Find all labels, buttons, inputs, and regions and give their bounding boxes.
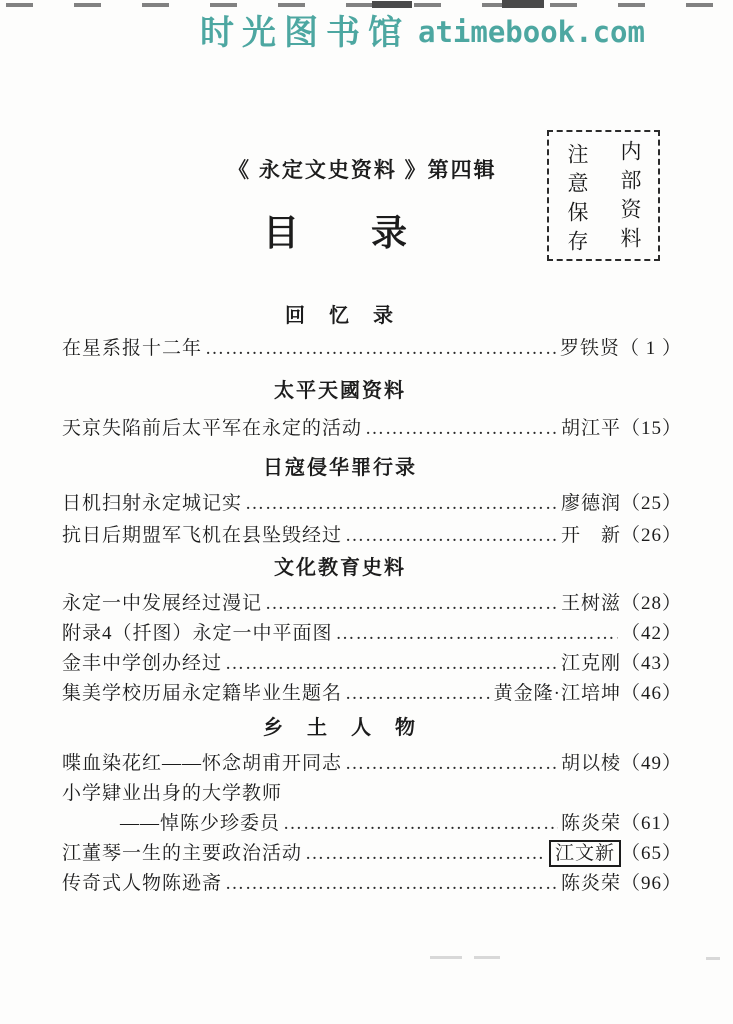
entry-page-number: （96） bbox=[620, 873, 682, 894]
leader-dots bbox=[345, 679, 491, 709]
entry-title: 金丰中学创办经过 bbox=[62, 653, 223, 674]
entry-title: 喋血染花红——怀念胡甫开同志 bbox=[62, 753, 343, 774]
entry-title: 永定一中发展经过漫记 bbox=[62, 593, 263, 614]
leader-dots bbox=[305, 839, 546, 869]
toc-entry bbox=[62, 839, 682, 869]
internal-material-stamp-box bbox=[547, 130, 660, 261]
leader-dots bbox=[336, 619, 618, 649]
leader-dots bbox=[283, 809, 558, 839]
leader-dots bbox=[225, 649, 558, 679]
entry-page-number: （15） bbox=[620, 418, 682, 439]
leader-dots bbox=[265, 589, 558, 619]
entry-title-first-line: 小学肄业出身的大学教师 bbox=[62, 783, 283, 804]
entry-title: ——悼陈少珍委员 bbox=[120, 813, 281, 834]
entry-page-number: （43） bbox=[620, 653, 682, 674]
toc-entry bbox=[62, 334, 682, 364]
toc-entry bbox=[62, 589, 682, 619]
series-title: 《 永定文史资料 》第四辑 bbox=[228, 159, 497, 182]
page-title-contents: 目 录 bbox=[263, 212, 408, 253]
toc-entry bbox=[62, 679, 682, 709]
scan-speck bbox=[474, 956, 500, 959]
entry-author: 开 新 bbox=[560, 525, 621, 546]
watermark bbox=[200, 5, 645, 54]
entry-page-number: （61） bbox=[620, 813, 682, 834]
table-of-contents bbox=[62, 303, 682, 899]
entry-page-number: （49） bbox=[620, 753, 682, 774]
scan-speck bbox=[430, 956, 462, 959]
entry-author: 胡江平 bbox=[560, 418, 621, 439]
entry-author: 王树滋 bbox=[560, 593, 621, 614]
entry-title: 在星系报十二年 bbox=[62, 338, 203, 359]
entry-author: 陈炎荣 bbox=[560, 873, 621, 894]
toc-entry bbox=[62, 809, 682, 839]
watermark-site-name: 时光图书馆 bbox=[200, 14, 410, 52]
entry-author: 胡以棱 bbox=[560, 753, 621, 774]
leader-dots bbox=[245, 489, 558, 519]
entry-page-number: （65） bbox=[620, 843, 682, 864]
toc-entry bbox=[62, 749, 682, 779]
entry-title: 江董琴一生的主要政治活动 bbox=[62, 843, 303, 864]
leader-dots bbox=[345, 749, 558, 779]
leader-dots bbox=[365, 414, 558, 444]
entry-page-number: （42） bbox=[620, 623, 682, 644]
leader-dots bbox=[205, 334, 557, 364]
stamp-text-keep-safe: 注意保存 bbox=[565, 143, 589, 259]
entry-title: 附录4（扦图）永定一中平面图 bbox=[62, 623, 333, 644]
entry-page-number: （26） bbox=[620, 525, 682, 546]
stamp-text-internal-material: 内部资料 bbox=[618, 140, 642, 256]
entry-author-boxed: 江文新 bbox=[549, 840, 621, 867]
toc-entry bbox=[62, 869, 682, 899]
section-heading-taiping: 太平天國资料 bbox=[274, 380, 406, 402]
section-heading-japanese-invasion: 日寇侵华罪行录 bbox=[263, 457, 417, 479]
toc-entry bbox=[62, 489, 682, 519]
leader-dots bbox=[225, 869, 558, 899]
entry-title: 集美学校历届永定籍毕业生题名 bbox=[62, 683, 343, 704]
entry-author: 黄金隆·江培坤 bbox=[493, 683, 621, 704]
entry-author: 江克刚 bbox=[560, 653, 621, 674]
entry-page-number: （ 1 ） bbox=[619, 338, 682, 359]
scan-speck bbox=[706, 957, 720, 960]
toc-entry bbox=[62, 619, 682, 649]
section-heading-memoirs: 回 忆 录 bbox=[285, 305, 395, 327]
section-heading-culture-education: 文化教育史料 bbox=[274, 557, 406, 579]
entry-page-number: （25） bbox=[620, 493, 682, 514]
leader-dots bbox=[345, 521, 558, 551]
toc-entry bbox=[62, 414, 682, 444]
watermark-site-url: atimebook.com bbox=[418, 15, 645, 49]
entry-author: 罗铁贤 bbox=[559, 338, 620, 359]
toc-entry bbox=[62, 649, 682, 679]
section-heading-local-figures: 乡 土 人 物 bbox=[263, 717, 417, 739]
entry-title: 日机扫射永定城记实 bbox=[62, 493, 243, 514]
entry-page-number: （28） bbox=[620, 593, 682, 614]
entry-title: 抗日后期盟军飞机在县坠毁经过 bbox=[62, 525, 343, 546]
entry-author: 陈炎荣 bbox=[560, 813, 621, 834]
entry-title: 天京失陷前后太平军在永定的活动 bbox=[62, 418, 363, 439]
entry-page-number: （46） bbox=[620, 683, 682, 704]
entry-title: 传奇式人物陈逊斋 bbox=[62, 873, 223, 894]
toc-entry bbox=[62, 521, 682, 551]
entry-author: 廖德润 bbox=[560, 493, 621, 514]
